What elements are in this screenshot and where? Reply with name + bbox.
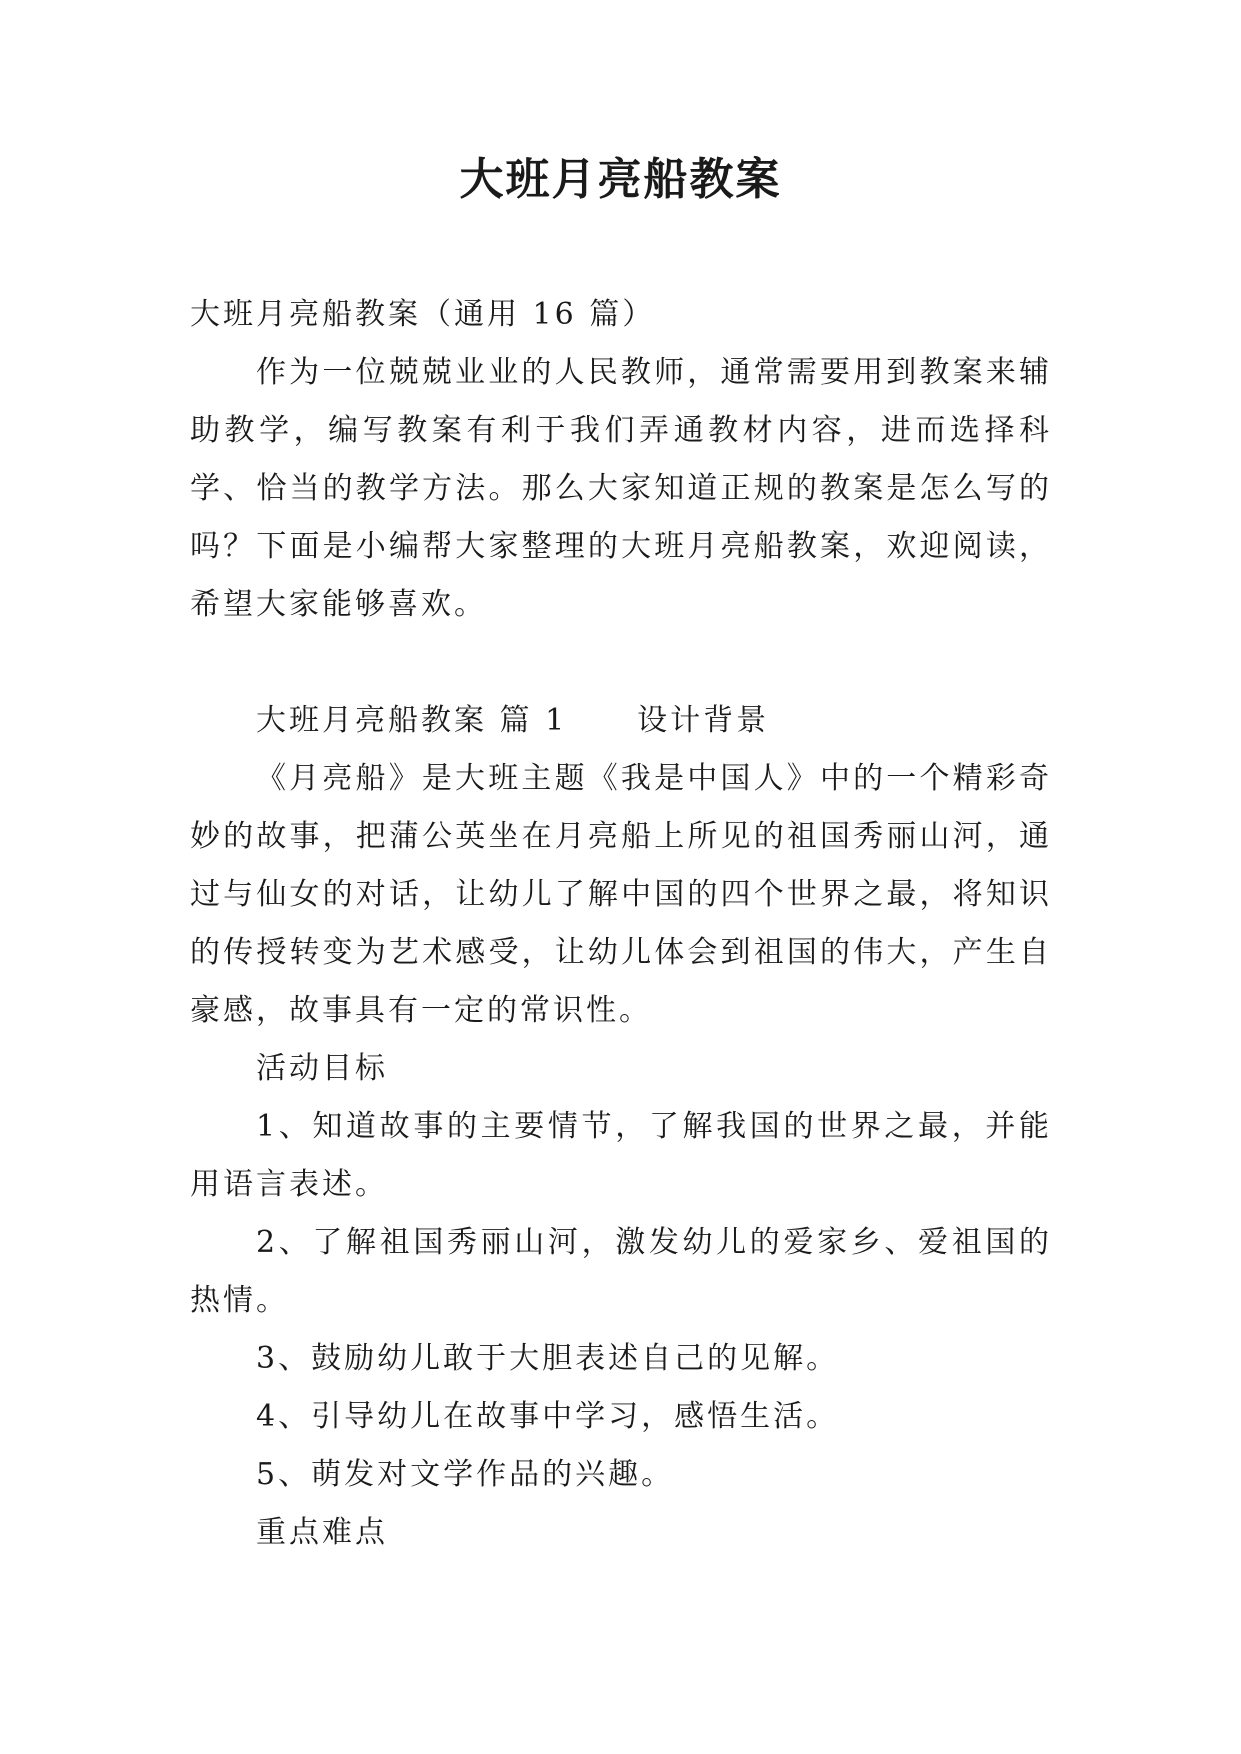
- document-body: [190, 286, 1052, 1562]
- goal-item: 5、萌发对文学作品的兴趣。: [256, 1457, 675, 1492]
- section-heading-line: [190, 692, 1052, 750]
- goal-item: 1、知道故事的主要情节，了解我国的世界之最，并能用语言表述。: [190, 1109, 1052, 1202]
- section-heading: 大班月亮船教案 篇 1: [256, 703, 568, 738]
- background-paragraph: 《月亮船》是大班主题《我是中国人》中的一个精彩奇妙的故事，把蒲公英坐在月亮船上所见的祖国秀丽山河，通过与仙女的对话，让幼儿了解中国的四个世界之最，将知识的传授转变为艺术感受，让幼儿体会到祖国的伟大，产生自豪感，故事具有一定的常识性。: [190, 761, 1052, 1028]
- paragraph-gap: [190, 634, 1052, 692]
- goal-item: 4、引导幼儿在故事中学习，感悟生活。: [256, 1399, 840, 1434]
- section-subheading: 设计背景: [637, 703, 770, 738]
- intro-paragraph: 作为一位兢兢业业的人民教师，通常需要用到教案来辅助教学，编写教案有利于我们弄通教材内容，进而选择科学、恰当的教学方法。那么大家知道正规的教案是怎么写的吗？下面是小编帮大家整理的大班月亮船教案，欢迎阅读，希望大家能够喜欢。: [190, 355, 1052, 622]
- goal-item: 3、鼓励幼儿敢于大胆表述自己的见解。: [256, 1341, 840, 1376]
- document-subtitle: 大班月亮船教案（通用 16 篇）: [190, 297, 656, 332]
- document-title: 大班月亮船教案: [459, 154, 782, 205]
- goal-item: 2、了解祖国秀丽山河，激发幼儿的爱家乡、爱祖国的热情。: [190, 1225, 1052, 1318]
- key-points-heading: 重点难点: [256, 1515, 388, 1550]
- goals-heading: 活动目标: [256, 1051, 388, 1086]
